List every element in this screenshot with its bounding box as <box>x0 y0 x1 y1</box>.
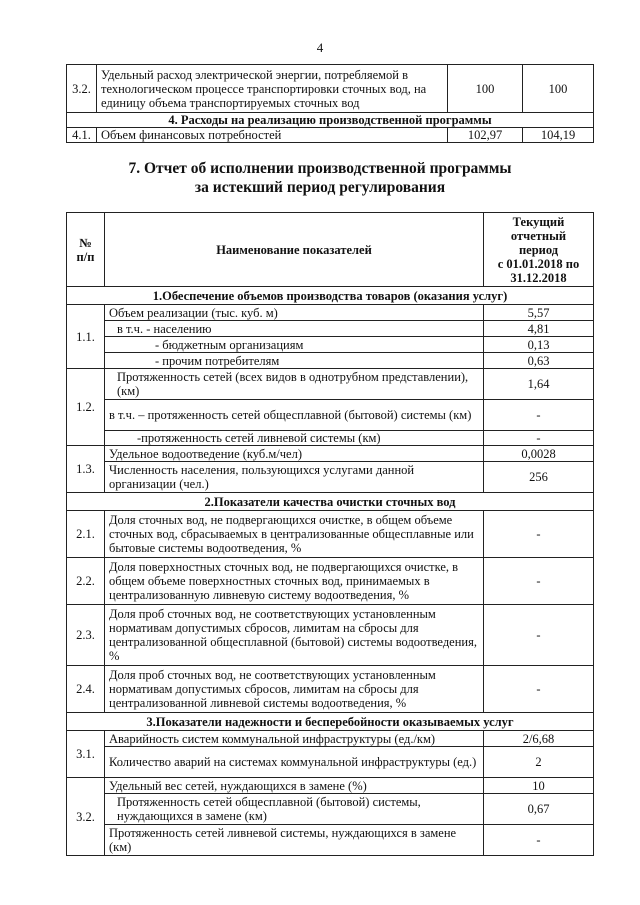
row-number: 3.2. <box>67 65 97 113</box>
indicator-value: - <box>484 511 594 558</box>
header-period-line: с 01.01.2018 по <box>497 256 580 271</box>
report-title: 7. Отчет об исполнении производственной программы <box>128 160 512 177</box>
indicator-value: 0,13 <box>484 337 594 353</box>
indicator-value: 102,97 <box>448 128 523 143</box>
indicator-value: 0,0028 <box>484 446 594 462</box>
header-num-line1: № <box>79 235 92 250</box>
header-period-line: отчетный <box>510 228 567 243</box>
indicator-value: 256 <box>484 462 594 493</box>
table-row <box>67 666 594 713</box>
header-num-line2: п/п <box>76 249 95 264</box>
section-heading: 1.Обеспечение объемов производства товаров (оказания услуг) <box>67 287 594 305</box>
table-row <box>67 431 594 446</box>
indicator-value: 104,19 <box>523 128 594 143</box>
row-number: 1.2. <box>67 369 105 446</box>
indicator-name: Численность населения, пользующихся услугами данной организации (чел.) <box>105 462 484 493</box>
row-number: 2.3. <box>67 605 105 666</box>
indicator-name: Протяженность сетей общесплавной (бытовой) системы, нуждающихся в замене (км) <box>105 794 484 825</box>
table-row <box>67 353 594 369</box>
row-number: 2.4. <box>67 666 105 713</box>
indicator-name: Протяженность сетей (всех видов в однотрубном представлении), (км) <box>105 369 484 400</box>
row-number: 3.1. <box>67 731 105 778</box>
indicator-name: Доля проб сточных вод, не соответствующих установленным нормативам допустимых сбросов, лимитам на сбросы для централизованной общесплавной (бытовой) системы водоотведения, % <box>105 605 484 666</box>
table-row <box>67 558 594 605</box>
table-row <box>67 305 594 321</box>
header-num <box>67 213 105 287</box>
indicator-name: Доля поверхностных сточных вод, не подвергающихся очистке, в общем объеме поверхностных сточных вод, принимаемых в централизованную ливневую систему водоотведения, % <box>105 558 484 605</box>
header-period-line: 31.12.2018 <box>510 270 567 285</box>
table-row <box>67 605 594 666</box>
table-row <box>67 825 594 856</box>
table-row <box>67 400 594 431</box>
indicator-value: 100 <box>523 65 594 113</box>
indicator-value: 0,63 <box>484 353 594 369</box>
indicator-name: Объем финансовых потребностей <box>97 128 448 143</box>
indicator-value: 5,57 <box>484 305 594 321</box>
indicator-name: Доля проб сточных вод, не соответствующих установленным нормативам допустимых сбросов, лимитам на сбросы для централизованной ливневой системы водоотведения, % <box>105 666 484 713</box>
indicator-value: 1,64 <box>484 369 594 400</box>
report-subtitle: за истекший период регулирования <box>194 179 446 196</box>
indicator-name: Количество аварий на системах коммунальной инфраструктуры (ед.) <box>105 747 484 778</box>
report-table <box>66 212 594 856</box>
indicator-name: Доля сточных вод, не подвергающихся очистке, в общем объеме сточных вод, сбрасываемых в централизованные общесплавные или бытовые системы водоотведения, % <box>105 511 484 558</box>
row-number: 3.2. <box>67 778 105 856</box>
header-period-line: период <box>518 242 559 257</box>
table-row <box>67 511 594 558</box>
previous-table <box>66 64 594 143</box>
indicator-name: Удельный расход электрической энергии, потребляемой в технологическом процессе транспортировки сточных вод, на единицу объема транспортируемых сточных вод <box>97 65 448 113</box>
indicator-value: - <box>484 431 594 446</box>
section-row <box>67 493 594 511</box>
section-heading: 4. Расходы на реализацию производственной программы <box>67 113 594 128</box>
table-row <box>67 731 594 747</box>
row-number: 1.3. <box>67 446 105 493</box>
indicator-name: -протяженность сетей ливневой системы (км) <box>105 431 484 446</box>
indicator-value: - <box>484 400 594 431</box>
indicator-name: в т.ч. - населению <box>105 321 484 337</box>
table-row <box>67 446 594 462</box>
indicator-value: - <box>484 605 594 666</box>
indicator-name: - прочим потребителям <box>105 353 484 369</box>
table-row <box>67 462 594 493</box>
header-period <box>484 213 594 287</box>
table-row <box>67 369 594 400</box>
row-number: 1.1. <box>67 305 105 369</box>
indicator-name: Удельное водоотведение (куб.м/чел) <box>105 446 484 462</box>
table-row <box>67 794 594 825</box>
indicator-value: 100 <box>448 65 523 113</box>
row-number: 2.1. <box>67 511 105 558</box>
table-row <box>67 337 594 353</box>
header-row <box>67 213 594 287</box>
indicator-name: Аварийность систем коммунальной инфраструктуры (ед./км) <box>105 731 484 747</box>
indicator-name: в т.ч. – протяженность сетей общесплавной (бытовой) системы (км) <box>105 400 484 431</box>
indicator-name: Удельный вес сетей, нуждающихся в замене (%) <box>105 778 484 794</box>
table-row <box>67 65 594 113</box>
section-row <box>67 713 594 731</box>
indicator-value: - <box>484 825 594 856</box>
indicator-value: 2 <box>484 747 594 778</box>
indicator-value: - <box>484 666 594 713</box>
section-heading: 3.Показатели надежности и бесперебойности оказываемых услуг <box>67 713 594 731</box>
header-period-line: Текущий <box>512 214 565 229</box>
table-row <box>67 321 594 337</box>
indicator-name: Протяженность сетей ливневой системы, нуждающихся в замене (км) <box>105 825 484 856</box>
table-row <box>67 128 594 143</box>
indicator-value: - <box>484 558 594 605</box>
section-row <box>67 113 594 128</box>
table-row <box>67 747 594 778</box>
indicator-value: 0,67 <box>484 794 594 825</box>
indicator-name: - бюджетным организациям <box>105 337 484 353</box>
indicator-value: 4,81 <box>484 321 594 337</box>
header-name: Наименование показателей <box>105 213 484 287</box>
page-number: 4 <box>316 40 324 55</box>
table-row <box>67 778 594 794</box>
row-number: 2.2. <box>67 558 105 605</box>
section-heading: 2.Показатели качества очистки сточных вод <box>67 493 594 511</box>
indicator-value: 2/6,68 <box>484 731 594 747</box>
indicator-name: Объем реализации (тыс. куб. м) <box>105 305 484 321</box>
indicator-value: 10 <box>484 778 594 794</box>
section-row <box>67 287 594 305</box>
row-number: 4.1. <box>67 128 97 143</box>
